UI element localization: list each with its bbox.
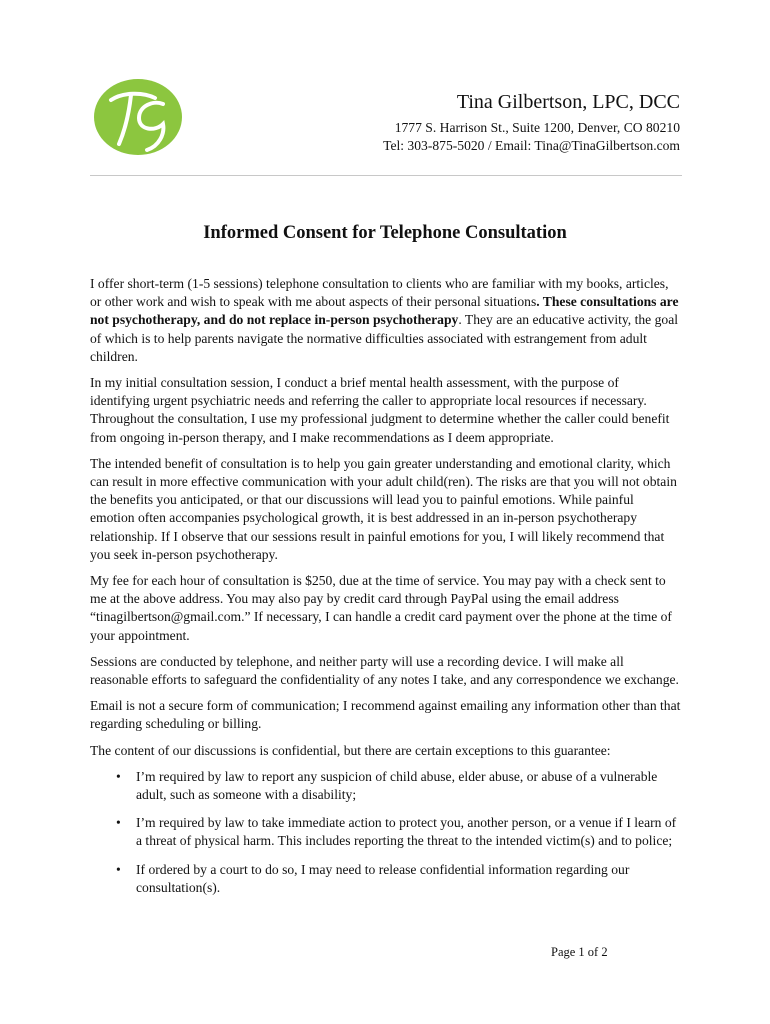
fee-paragraph: My fee for each hour of consultation is $250, due at the time of service. You may pay with a check sent to me at the above address. You may also pay by credit card through PayPal using the email address “tinagilbertson@gmail.com.” If necessary, I can handle a credit card payment over the phone at the time of your appointment. — [90, 573, 672, 643]
exception-text: I’m required by law to report any suspicion of child abuse, elder abuse, or abuse of a vulnerable adult, such as someone with a disability; — [136, 768, 658, 803]
confidentiality-paragraph: The content of our discussions is confidential, but there are certain exceptions to this guarantee: — [90, 742, 611, 758]
exception-text: If ordered by a court to do so, I may need to release confidential information regarding our consultation(s). — [136, 861, 630, 895]
intro-bold-disclaimer: . These consultations are not psychotherapy, and do not replace in-person psychotherapy — [90, 294, 679, 328]
practitioner-name: Tina Gilbertson, LPC, DCC — [456, 91, 680, 113]
page-number: Page 1 of 2 — [551, 945, 608, 959]
practice-address: 1777 S. Harrison St., Suite 1200, Denver, CO 80210 — [394, 120, 680, 135]
tg-monogram-logo — [93, 78, 183, 156]
email-paragraph: Email is not a secure form of communication; I recommend against emailing any information other than that regarding scheduling or billing. — [90, 698, 681, 732]
sessions-paragraph: Sessions are conducted by telephone, and neither party will use a recording device. I will make all reasonable efforts to safeguard the confidentiality of any notes I take, and any correspondence we exchange. — [90, 653, 679, 688]
header-divider — [90, 175, 682, 176]
bullet-icon: • — [116, 815, 121, 831]
logo-shapes — [94, 79, 182, 155]
list-item — [90, 814, 681, 850]
exception-text: I’m required by law to take immediate action to protect you, another person, or a venue if I learn of a threat of physical harm. This includes reporting the threat to the intended victim(s) and to police; — [136, 815, 677, 849]
list-item — [90, 768, 681, 804]
document-body — [90, 275, 681, 907]
intro-text-1: I offer short-term (1-5 sessions) telephone consultation to clients who are familiar with my books, articles, or other work and wish to speak with me about aspects of their personal situations — [90, 276, 669, 310]
assessment-paragraph: In my initial consultation session, I conduct a brief mental health assessment, with the purpose of identifying urgent psychiatric needs and referring the caller to appropriate local resources if necessary. Throughout the consultation, I use my professional judgment to determine whether the caller could benefit from ongoing in-person therapy, and I make recommendations as I deem appropriate. — [90, 375, 670, 445]
confidentiality-exceptions-list — [90, 768, 681, 897]
list-item — [90, 861, 681, 897]
intro-paragraph — [90, 275, 681, 366]
bullet-icon: • — [116, 768, 121, 784]
letterhead — [383, 90, 680, 155]
contact-info: Tel: 303-875-5020 / Email: Tina@TinaGilbertson.com — [383, 138, 680, 153]
benefits-risks-paragraph: The intended benefit of consultation is to help you gain greater understanding and emotional clarity, which can result in more effective communication with your adult child(ren). The risks are that you will not obtain the benefits you anticipated, or that our discussions will lead you to painful emotions. While painful emotion often accompanies psychological growth, it is best addressed in an in-person psychotherapy relationship. If I observe that our sessions result in painful emotions for you, I will likely recommend that you seek in-person psychotherapy. — [90, 455, 677, 562]
bullet-icon: • — [116, 861, 121, 877]
intro-text-2: . They are an educative activity, the goal of which is to help parents navigate the normative difficulties associated with estrangement from adult children. — [90, 312, 679, 364]
document-title: Informed Consent for Telephone Consultation — [203, 223, 567, 243]
